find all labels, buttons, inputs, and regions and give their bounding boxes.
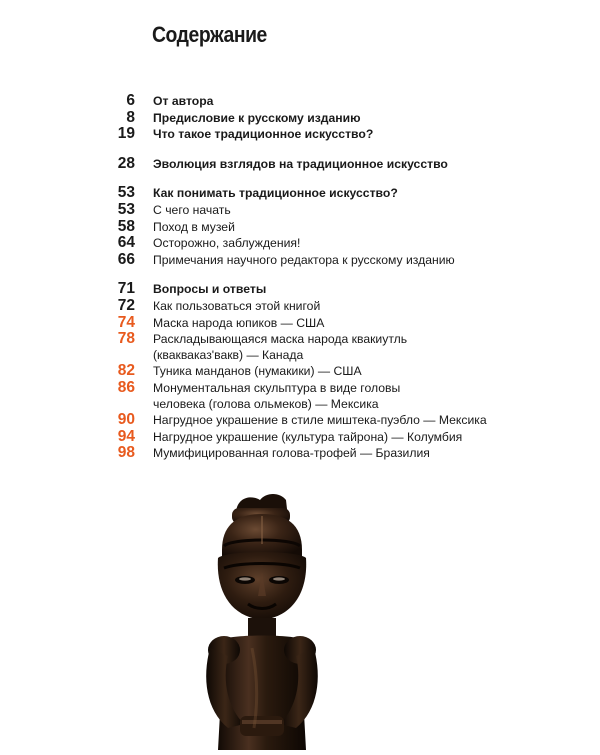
toc-entry[interactable] (0, 380, 600, 412)
toc-page-number: 66 (117, 250, 135, 268)
toc-page-number: 53 (117, 184, 135, 202)
toc-page-number: 53 (117, 200, 135, 218)
toc-entry[interactable] (0, 219, 600, 236)
toc-page-number: 78 (117, 330, 135, 348)
toc-entry[interactable] (0, 363, 600, 380)
toc-page-number: 74 (117, 313, 135, 331)
toc-page-number: 28 (117, 154, 135, 172)
toc-entry[interactable] (0, 281, 600, 298)
toc-entry-title: Эволюция взглядов на традиционное искусство (153, 156, 448, 171)
toc-entry[interactable] (0, 315, 600, 332)
toc-group (0, 93, 600, 143)
toc-entry-title: Нагрудное украшение (культура тайрона) — Колумбия (153, 429, 463, 444)
toc-entry[interactable] (0, 235, 600, 252)
toc-entry[interactable] (0, 412, 600, 429)
toc-entry-title: С чего начать (153, 202, 231, 217)
toc-entry[interactable] (0, 298, 600, 315)
toc-entry-title: Осторожно, заблуждения! (153, 236, 301, 251)
carved-wooden-figure-icon (188, 488, 398, 750)
toc-entry-title: Вопросы и ответы (153, 282, 267, 297)
toc-entry-title: Мумифицированная голова-трофей — Бразилия (153, 446, 430, 461)
toc-page-number: 82 (117, 362, 135, 380)
toc-entry-title: Что такое традиционное искусство? (153, 127, 374, 142)
toc-page-number: 86 (117, 378, 135, 396)
table-of-contents (0, 93, 600, 475)
toc-entry[interactable] (0, 252, 600, 269)
toc-page-number: 98 (117, 444, 135, 462)
toc-entry-title: От автора (153, 94, 214, 108)
toc-page-number: 71 (117, 280, 135, 298)
toc-entry[interactable] (0, 202, 600, 219)
toc-page-number: 64 (117, 234, 135, 252)
toc-entry[interactable] (0, 156, 600, 173)
toc-entry-title: Поход в музей (153, 219, 235, 234)
toc-page-number: 58 (117, 217, 135, 235)
toc-page-number: 72 (117, 296, 135, 314)
toc-group (0, 156, 600, 173)
toc-entry-title: Туника манданов (нумакики) — США (153, 364, 362, 379)
page-title: Содержание (152, 22, 267, 47)
toc-entry-title: Монументальная скульптура в виде головы человека (голова ольмеков) — Мексика (153, 380, 401, 411)
toc-page-number: 6 (126, 92, 135, 109)
toc-entry-title: Как понимать традиционное искусство? (153, 186, 398, 201)
toc-page-number: 8 (126, 108, 135, 126)
toc-entry[interactable] (0, 93, 600, 110)
toc-group (0, 281, 600, 462)
toc-entry-title: Маска народа юпиков — США (153, 315, 325, 330)
toc-entry[interactable] (0, 331, 600, 363)
toc-page-number: 94 (117, 427, 135, 445)
toc-entry-title: Как пользоваться этой книгой (153, 298, 321, 313)
toc-entry[interactable] (0, 110, 600, 127)
toc-entry-title: Предисловие к русскому изданию (153, 110, 361, 125)
toc-entry[interactable] (0, 185, 600, 202)
toc-page-number: 90 (117, 411, 135, 429)
toc-entry[interactable] (0, 445, 600, 462)
toc-entry[interactable] (0, 429, 600, 446)
toc-entry-title: Примечания научного редактора к русскому изданию (153, 252, 455, 267)
toc-group (0, 185, 600, 268)
toc-entry-title: Раскладывающаяся маска народа квакиутль (квакваказ'вакв) — Канада (153, 332, 408, 362)
toc-entry-title: Нагрудное украшение в стиле миштека-пуэбло — Мексика (153, 413, 487, 428)
toc-entry[interactable] (0, 126, 600, 143)
toc-page-number: 19 (117, 125, 135, 143)
